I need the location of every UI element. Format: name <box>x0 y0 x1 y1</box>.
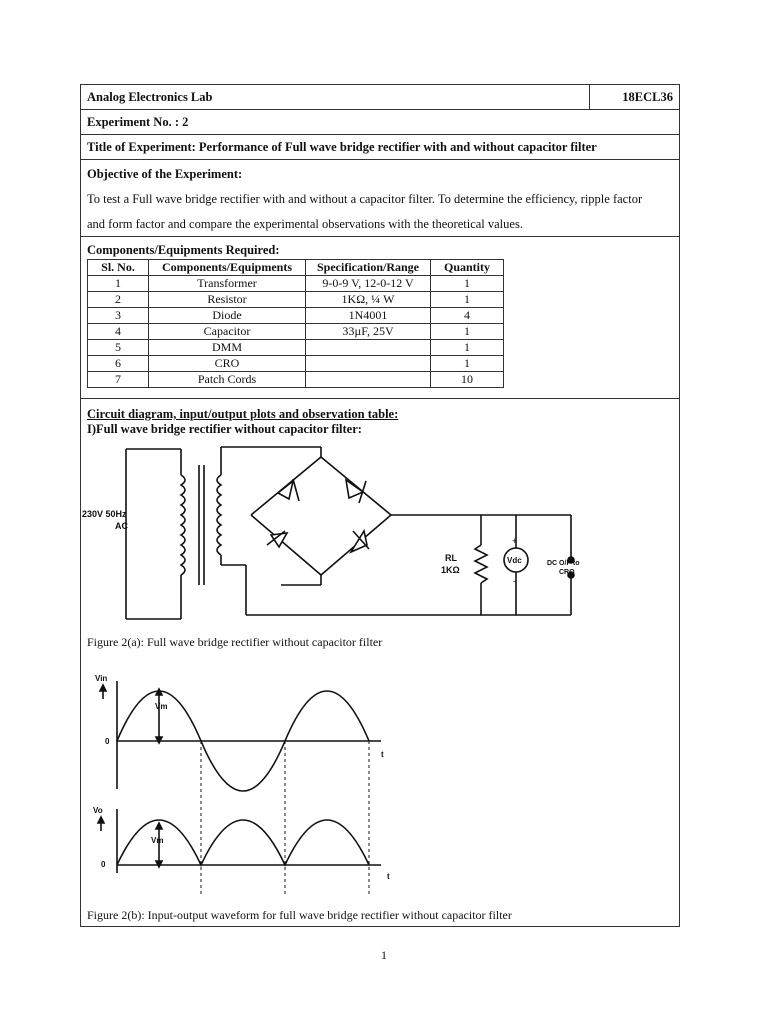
t-bottom-label: t <box>387 872 390 881</box>
vdc-meter-label: Vdc <box>507 556 522 565</box>
cell <box>306 356 431 372</box>
cell: 33µF, 25V <box>306 324 431 340</box>
circuit-heading: Circuit diagram, input/output plots and observation table: <box>87 407 399 421</box>
cell: 4 <box>431 308 504 324</box>
vin-label: Vin <box>95 674 108 683</box>
waveform-plot <box>81 669 401 909</box>
col-components: Components/Equipments <box>149 260 306 276</box>
figure-2a-caption: Figure 2(a): Full wave bridge rectifier without capacitor filter <box>87 635 383 649</box>
vm-top-label: Vm <box>155 702 168 711</box>
table-row <box>88 292 504 308</box>
minus-sign: - <box>513 576 516 586</box>
cell: DMM <box>149 340 306 356</box>
vm-bottom-label: Vm <box>151 836 164 845</box>
circuit-section <box>81 399 679 927</box>
cell: 5 <box>88 340 149 356</box>
cell: Transformer <box>149 276 306 292</box>
cell: 1KΩ, ¼ W <box>306 292 431 308</box>
figure-2b-caption: Figure 2(b): Input-output waveform for full wave bridge rectifier without capacitor filter <box>87 908 512 922</box>
table-header-row <box>88 260 504 276</box>
experiment-title: Title of Experiment: Performance of Full wave bridge rectifier with and without capacitor filter <box>81 135 679 160</box>
components-section <box>81 237 679 399</box>
circuit-subheading: I)Full wave bridge rectifier without capacitor filter: <box>87 422 362 436</box>
source-label-2: AC <box>115 521 128 531</box>
objective-line-1: To test a Full wave bridge rectifier with and without a capacitor filter. To determine the efficiency, ripple factor <box>87 192 643 206</box>
cell: 10 <box>431 372 504 388</box>
cell: 6 <box>88 356 149 372</box>
lab-name: Analog Electronics Lab <box>87 89 213 104</box>
table-row <box>88 372 504 388</box>
objective-heading: Objective of the Experiment: <box>87 167 243 181</box>
table-row <box>88 276 504 292</box>
cell: 1N4001 <box>306 308 431 324</box>
cell: Resistor <box>149 292 306 308</box>
cell <box>306 372 431 388</box>
table-row <box>88 356 504 372</box>
cell: Capacitor <box>149 324 306 340</box>
rl-value: 1KΩ <box>441 565 460 575</box>
components-table <box>87 259 504 388</box>
cro-label-2: CRO <box>559 569 575 576</box>
cro-label-1: DC O/P to <box>547 560 580 567</box>
zero-top-label: 0 <box>105 737 110 746</box>
objective-line-2: and form factor and compare the experimental observations with the theoretical values. <box>87 217 523 231</box>
table-row <box>88 308 504 324</box>
zero-bottom-label: 0 <box>101 860 106 869</box>
cell <box>306 340 431 356</box>
course-code: 18ECL36 <box>589 85 673 110</box>
page-number: 1 <box>381 948 387 962</box>
cell: 1 <box>431 324 504 340</box>
cell: 4 <box>88 324 149 340</box>
lab-document-frame <box>80 84 680 927</box>
cell: Diode <box>149 308 306 324</box>
t-top-label: t <box>381 750 384 759</box>
cell: 2 <box>88 292 149 308</box>
source-label-1: 230V 50Hz <box>82 509 127 519</box>
cell: 3 <box>88 308 149 324</box>
cell: 1 <box>431 276 504 292</box>
bridge-rectifier-circuit <box>81 435 601 625</box>
cell: 1 <box>431 356 504 372</box>
cell: 1 <box>88 276 149 292</box>
experiment-number: Experiment No. : 2 <box>81 110 679 135</box>
header-row <box>81 85 679 110</box>
rl-label: RL <box>445 553 457 563</box>
cell: 1 <box>431 340 504 356</box>
vo-label: Vo <box>93 806 103 815</box>
cell: CRO <box>149 356 306 372</box>
cell: 7 <box>88 372 149 388</box>
table-row <box>88 340 504 356</box>
objective-section <box>81 160 679 237</box>
cell: 9-0-9 V, 12-0-12 V <box>306 276 431 292</box>
col-quantity: Quantity <box>431 260 504 276</box>
cell: Patch Cords <box>149 372 306 388</box>
cell: 1 <box>431 292 504 308</box>
components-heading: Components/Equipments Required: <box>87 243 280 257</box>
plus-sign: + <box>512 536 518 546</box>
col-specification: Specification/Range <box>306 260 431 276</box>
col-sl-no: Sl. No. <box>88 260 149 276</box>
table-row <box>88 324 504 340</box>
